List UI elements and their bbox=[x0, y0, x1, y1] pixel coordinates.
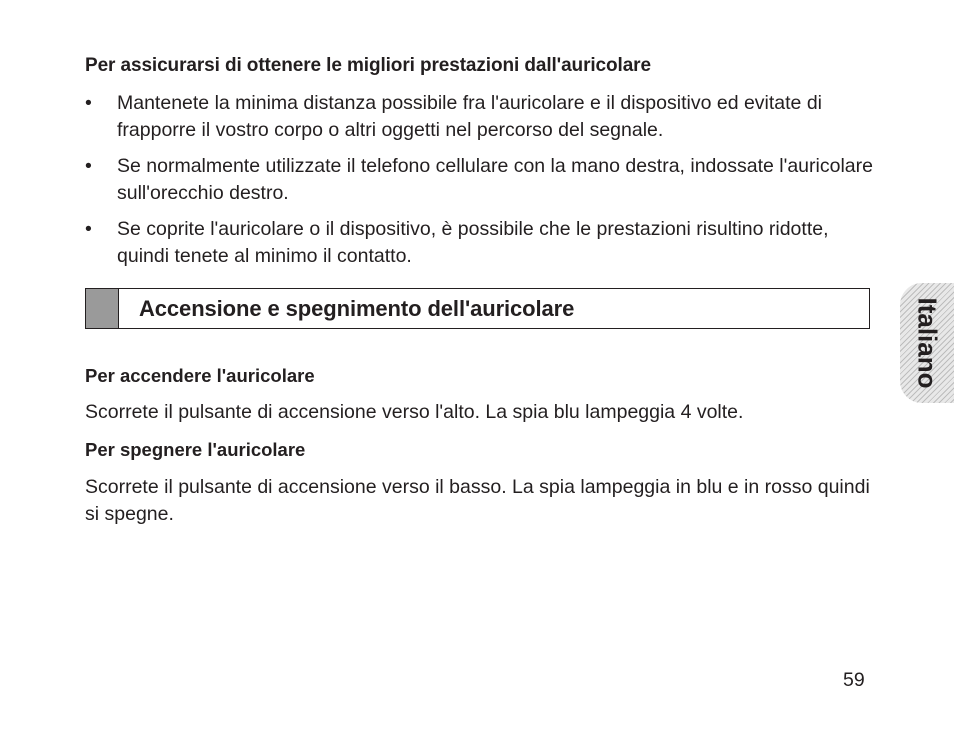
power-off-heading: Per spegnere l'auricolare bbox=[85, 439, 306, 460]
page-number: 59 bbox=[843, 669, 865, 691]
bullet-icon: • bbox=[85, 218, 92, 240]
tips-list bbox=[85, 90, 875, 279]
power-on-text: Scorrete il pulsante di accensione verso l'alto. La spia blu lampeggia 4 volte. bbox=[85, 401, 744, 423]
bullet-text: Se coprite l'auricolare o il dispositivo, è possibile che le prestazioni risultino ridotte, quindi tenete al minimo il contatto. bbox=[117, 218, 829, 267]
list-item bbox=[85, 90, 875, 144]
intro-heading: Per assicurarsi di ottenere le migliori prestazioni dall'auricolare bbox=[85, 55, 651, 76]
bullet-icon: • bbox=[85, 92, 92, 114]
section-header bbox=[85, 288, 870, 329]
bullet-text: Se normalmente utilizzate il telefono cellulare con la mano destra, indossate l'auricolare sull'orecchio destro. bbox=[117, 155, 873, 204]
power-on-heading: Per accendere l'auricolare bbox=[85, 365, 315, 386]
power-off-text: Scorrete il pulsante di accensione verso il basso. La spia lampeggia in blu e in rosso quindi si spegne. bbox=[85, 476, 870, 525]
bullet-text: Mantenete la minima distanza possibile fra l'auricolare e il dispositivo ed evitate di frapporre il vostro corpo o altri oggetti nel percorso del segnale. bbox=[117, 92, 822, 141]
language-tab-label: Italiano bbox=[912, 297, 943, 389]
bullet-icon: • bbox=[85, 155, 92, 177]
list-item bbox=[85, 216, 875, 270]
language-tab bbox=[900, 283, 954, 403]
section-marker bbox=[86, 289, 119, 328]
list-item bbox=[85, 153, 875, 207]
section-title: Accensione e spegnimento dell'auricolare bbox=[139, 296, 575, 321]
